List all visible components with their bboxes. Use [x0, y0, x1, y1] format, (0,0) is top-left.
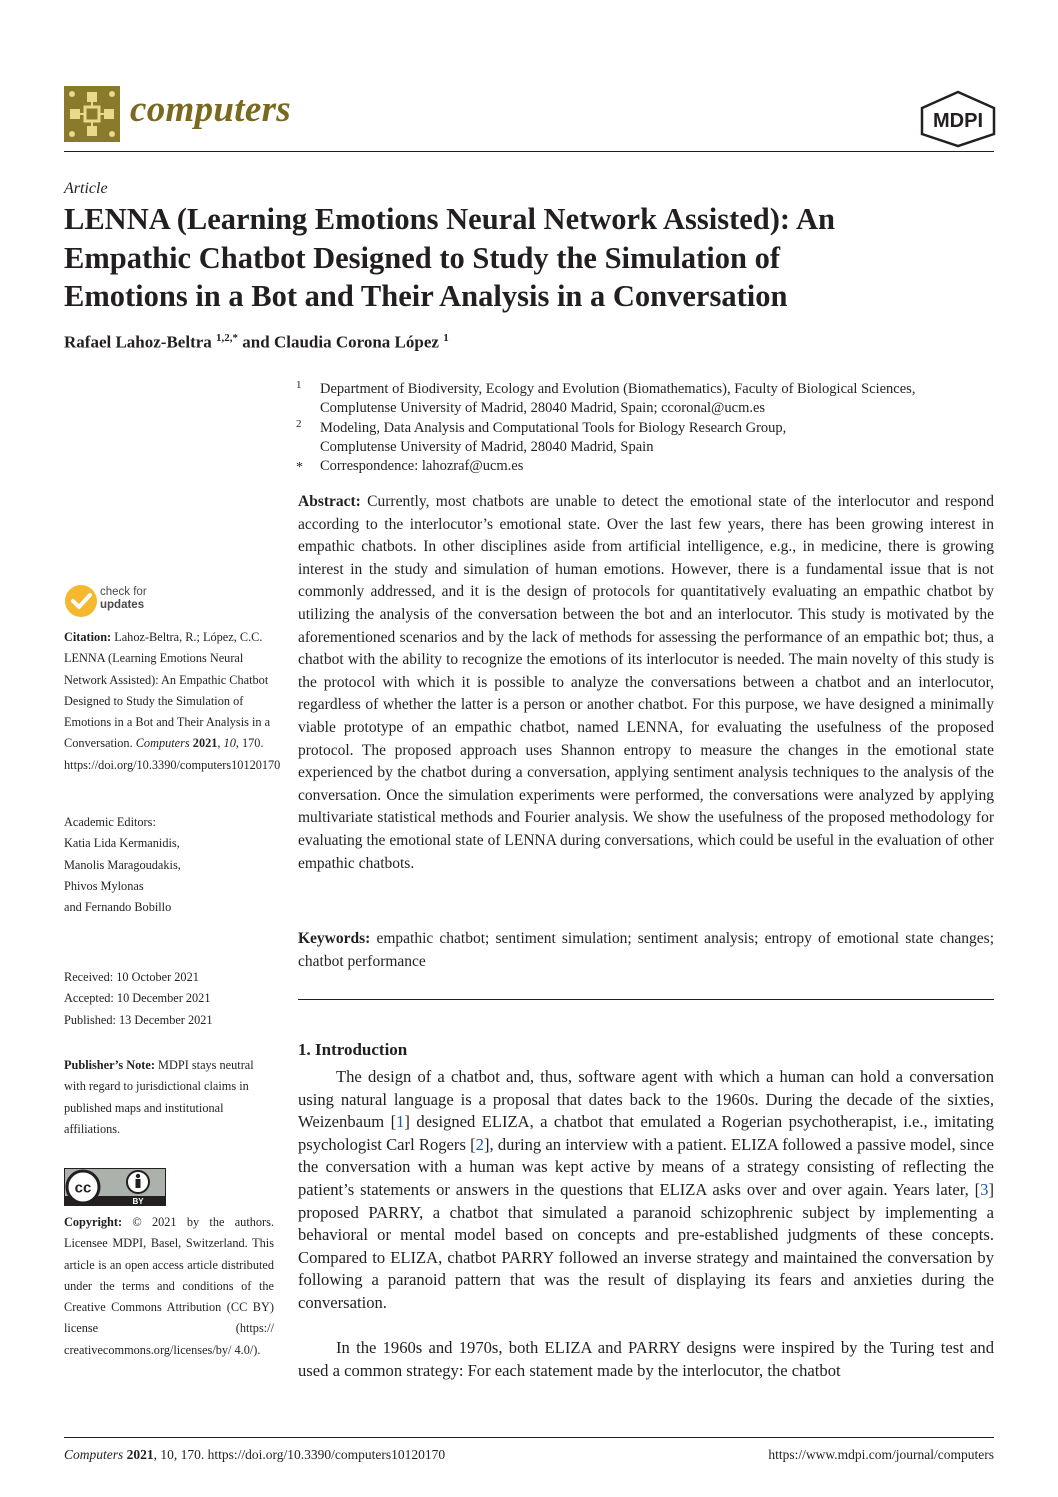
- check-for-updates-badge[interactable]: [64, 584, 164, 618]
- mdpi-logo-icon: [918, 90, 998, 148]
- author-name: Rafael Lahoz-Beltra: [64, 332, 212, 352]
- citation-year: 2021: [192, 736, 218, 751]
- footer-citation: [64, 1447, 445, 1463]
- paragraph-text: The design of a chatbot and, thus, software agent with which a human can hold a conversation using natural language is a proposal that dates back to the 1960s. During the decade of the sixties, Weizenbaum [: [298, 1067, 994, 1132]
- received-date: Received: 10 October 2021: [64, 970, 199, 984]
- check-updates-line1: check for: [100, 586, 147, 598]
- correspondence-line: Correspondence: lahozraf@ucm.es: [320, 458, 524, 474]
- editor-name: and Fernando Bobillo: [64, 900, 172, 915]
- section-heading: 1. Introduction: [298, 1040, 408, 1059]
- publisher-note: [64, 1055, 274, 1140]
- header-divider: [64, 151, 994, 152]
- paragraph-text: ] proposed PARRY, a chatbot that simulated a paranoid schizophrenic subject by implementing a behavioral or mental model based on concepts and pre-established judgments of these concepts. Compared to ELIZA, chatbot PARRY followed an inverse strategy and maintained the conversation by following a paranoid pattern that was the result of displaying its fears and anxieties during the conversation.: [298, 1179, 994, 1312]
- check-updates-line2: updates: [100, 599, 145, 611]
- affiliation-line: Modeling, Data Analysis and Computational Tools for Biology Research Group,: [320, 420, 787, 436]
- title-line: Empathic Chatbot Designed to Study the Simulation of: [64, 240, 780, 275]
- citation-link[interactable]: 1: [396, 1112, 405, 1132]
- keywords-text: empathic chatbot; sentiment simulation; sentiment analysis; entropy of emotional state changes; chatbot performance: [298, 930, 994, 970]
- copyright-label: Copyright:: [64, 1215, 123, 1229]
- footer-divider: [64, 1437, 994, 1438]
- citation-link[interactable]: 2: [475, 1134, 484, 1154]
- footer-journal-url[interactable]: https://www.mdpi.com/journal/computers: [768, 1447, 994, 1462]
- title-line: Emotions in a Bot and Their Analysis in a Conversation: [64, 279, 788, 313]
- accepted-date: Accepted: 10 December 2021: [64, 991, 211, 1006]
- abstract: [298, 491, 994, 875]
- cc-by-icon: [64, 1168, 166, 1206]
- published-date: Published: 13 December 2021: [64, 1012, 213, 1027]
- publisher-note-label: Publisher’s Note:: [64, 1058, 155, 1072]
- copyright-text: © 2021 by the authors. Licensee MDPI, Basel, Switzerland. This article is an open access article distributed under the terms and conditions of the Creative Commons Attribution (CC BY) license (https:// creativecommons.org/licenses/by/ 4.0/).: [64, 1215, 274, 1357]
- paragraph-text: ] designed ELIZA, a chatbot that emulated a Rogerian psychotherapist, i.e., imitating psychologist Carl Rogers [: [298, 1112, 994, 1154]
- copyright-block: [64, 1212, 274, 1361]
- author-affiliation-marker: 1,2,*: [216, 332, 239, 344]
- intro-paragraph: [298, 1066, 994, 1315]
- footer-year: 2021: [126, 1447, 154, 1462]
- check-updates-icon: [64, 584, 98, 618]
- citation-text: Lahoz-Beltra, R.; López, C.C. LENNA (Learning Emotions Neural Network Assisted): An Empathic Chatbot Designed to Study the Simulation of Emotions in a Bot and Their Analysis in a Conversation.: [64, 630, 271, 751]
- affiliation-number: 1: [296, 379, 302, 391]
- citation-journal: Computers: [135, 736, 190, 751]
- abstract-divider: [298, 999, 994, 1000]
- citation-block: [64, 627, 281, 776]
- citation-label: Citation:: [64, 630, 112, 644]
- affiliation-line: Complutense University of Madrid, 28040 Madrid, Spain; ccoronal@ucm.es: [320, 400, 766, 416]
- citation-volume: 10: [223, 736, 236, 751]
- title-line: LENNA (Learning Emotions Neural Network Assisted): An: [64, 202, 836, 236]
- publisher-note-text: MDPI stays neutral with regard to jurisdictional claims in published maps and institutional affiliations.: [64, 1058, 254, 1136]
- svg-text:cc: cc: [74, 1179, 92, 1197]
- citation-doi[interactable]: , 170. https://doi.org/10.3390/computers10120170: [64, 736, 281, 772]
- abstract-text: Currently, most chatbots are unable to detect the emotional state of the interlocutor and respond according to the interlocutor’s emotional state. Over the last few years, there has been growing interest in empathic chatbots. In other disciplines aside from artificial intelligence, e.g., in medicine, there is growing interest in the study and simulation of human emotions. However, there is a fundamental issue that is not commonly addressed, and it is the design of protocols for quantitatively evaluating an empathic chatbot by utilizing the analysis of the conversation between the bot and an interlocutor. This study is motivated by the aforementioned scenarios and by the lack of methods for assessing the performance of an empathic bot; thus, a chatbot with the ability to recognize the emotions of its interlocutor is needed. The main novelty of this study is the protocol with which it is possible to analyze the conversations between a chatbot and an interlocutor, regardless of whether the latter is a person or another chatbot. For this purpose, we have designed a minimally viable prototype of an empathic chatbot, named LENNA, for evaluating the usefulness of the proposed protocol. The proposed approach uses Shannon entropy to measure the changes in the emotional state experienced by the chatbot during a conversation, applying sentiment analysis techniques to the analysis of the conversation. Once the simulation experiments were performed, the conversations were analyzed by applying multivariate statistical methods and Fourier analysis. We show the usefulness of the proposed methodology for evaluating the emotional state of LENNA during conversations, which could be useful in the evaluation of other empathic chatbots.: [298, 493, 994, 872]
- cc-by-label: BY: [132, 1197, 144, 1206]
- editor-name: Katia Lida Kermanidis,: [64, 836, 180, 851]
- article-title: [64, 200, 994, 316]
- author-list: [64, 332, 449, 353]
- editors-label: Academic Editors:: [64, 815, 156, 829]
- abstract-label: Abstract:: [298, 493, 361, 510]
- journal-logo-icon: [64, 86, 120, 142]
- citation-link[interactable]: 3: [980, 1179, 989, 1199]
- paragraph-text: ], during an interview with a patient. ELIZA followed a passive model, since the conversation with a human was kept active by means of a strategy consisting of reflecting the patient’s statements or answers in the questions that ELIZA asks over and over again. Years later, [: [298, 1134, 994, 1199]
- citation-separator: ,: [217, 736, 224, 751]
- author-affiliation-marker: 1: [443, 332, 449, 344]
- footer-journal: Computers: [64, 1447, 124, 1462]
- affiliation-line: Department of Biodiversity, Ecology and Evolution (Biomathematics), Faculty of Biological Sciences,: [320, 381, 916, 397]
- affiliation-number: 2: [296, 418, 302, 430]
- affiliation-line: Complutense University of Madrid, 28040 Madrid, Spain: [320, 439, 654, 455]
- editor-name: Manolis Maragoudakis,: [64, 857, 181, 872]
- cc-by-license-badge[interactable]: [64, 1168, 166, 1206]
- article-type: Article: [64, 180, 108, 197]
- footer-doi[interactable]: , 10, 170. https://doi.org/10.3390/computers10120170: [153, 1447, 446, 1462]
- dates: [64, 967, 274, 1031]
- affiliation-number: *: [296, 460, 303, 475]
- academic-editors: [64, 812, 274, 918]
- author-separator: and: [238, 332, 274, 352]
- keywords: [298, 928, 994, 973]
- editor-name: Phivos Mylonas: [64, 878, 144, 893]
- mdpi-logo-text: MDPI: [933, 110, 983, 132]
- intro-paragraph: In the 1960s and 1970s, both ELIZA and PARRY designs were inspired by the Turing test and used a common strategy: For each statement made by the interlocutor, the chatbot: [298, 1338, 994, 1380]
- keywords-label: Keywords:: [298, 930, 371, 947]
- author-name: Claudia Corona López: [273, 332, 439, 352]
- journal-name: computers: [130, 89, 291, 130]
